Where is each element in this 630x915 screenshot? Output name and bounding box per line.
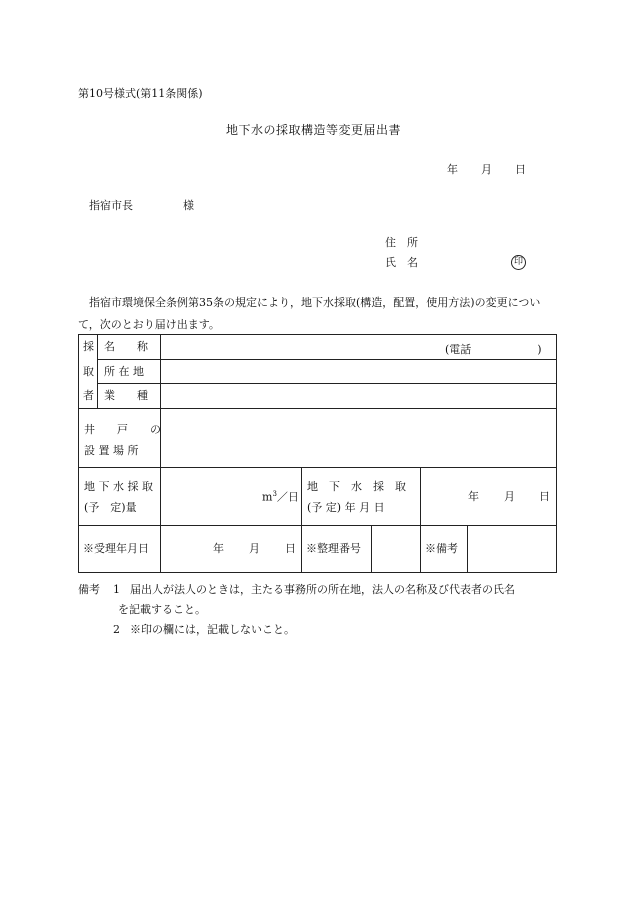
received-month-label: 月 [249, 542, 260, 555]
collector-label-char-3: 者 [83, 389, 94, 402]
collector-label-char-2: 取 [83, 365, 94, 378]
note-1-continuation: を記載すること。 [118, 603, 206, 616]
business-label: 業 種 [104, 389, 148, 402]
applicant-address-label: 住 所 [385, 236, 418, 249]
start-day-label: 日 [539, 490, 550, 503]
location-label: 所 在 地 [104, 365, 144, 378]
well-location-field[interactable] [165, 414, 550, 460]
addressee-honorific: 様 [183, 199, 194, 212]
note-1-text: 届出人が法人のときは，主たる事務所の所在地，法人の名称及び代表者の氏名 [130, 583, 515, 596]
received-day-label: 日 [285, 542, 296, 555]
collector-label-char-1: 採 [83, 340, 94, 353]
volume-unit: $m^3/$日 [262, 490, 299, 504]
well-label-line1: 井 戸 の [84, 423, 161, 436]
received-date-label: ※受理年月日 [83, 542, 149, 555]
reference-number-label: ※整理番号 [306, 542, 361, 555]
form-number: 第10号様式(第11条関係) [78, 87, 203, 100]
start-month-label: 月 [504, 490, 515, 503]
date-month-label: 月 [481, 163, 492, 176]
start-label-line2: (予 定) 年 月 日 [307, 501, 385, 514]
name-label: 名 称 [104, 340, 148, 353]
seal-mark: 印 [511, 255, 526, 270]
addressee-name: 指宿市長 [89, 199, 133, 212]
note-2-text: ※印の欄には，記載しないこと。 [130, 623, 295, 636]
well-label-line2: 設 置 場 所 [84, 444, 139, 457]
body-paragraph: 指宿市環境保全条例第35条の規定により，地下水採取(構造，配置，使用方法)の変更について，次のとおり届け出ます。 [78, 296, 541, 331]
date-year-label: 年 [447, 163, 458, 176]
document-title: 地下水の採取構造等変更届出書 [226, 123, 402, 137]
note-1-number: 1 [113, 583, 120, 596]
volume-label-line2: (予 定)量 [84, 501, 137, 514]
start-label-line1: 地 下 水 採 取 [307, 480, 406, 493]
received-year-label: 年 [213, 542, 224, 555]
note-2-number: 2 [113, 623, 120, 636]
notes-title: 備考 [78, 583, 100, 596]
phone-label: (電話 ) [445, 343, 542, 356]
applicant-name-label: 氏 名 [385, 256, 418, 269]
date-day-label: 日 [515, 163, 526, 176]
remarks-label: ※備考 [425, 542, 458, 555]
volume-label-line1: 地 下 水 採 取 [84, 480, 153, 493]
start-year-label: 年 [468, 490, 479, 503]
